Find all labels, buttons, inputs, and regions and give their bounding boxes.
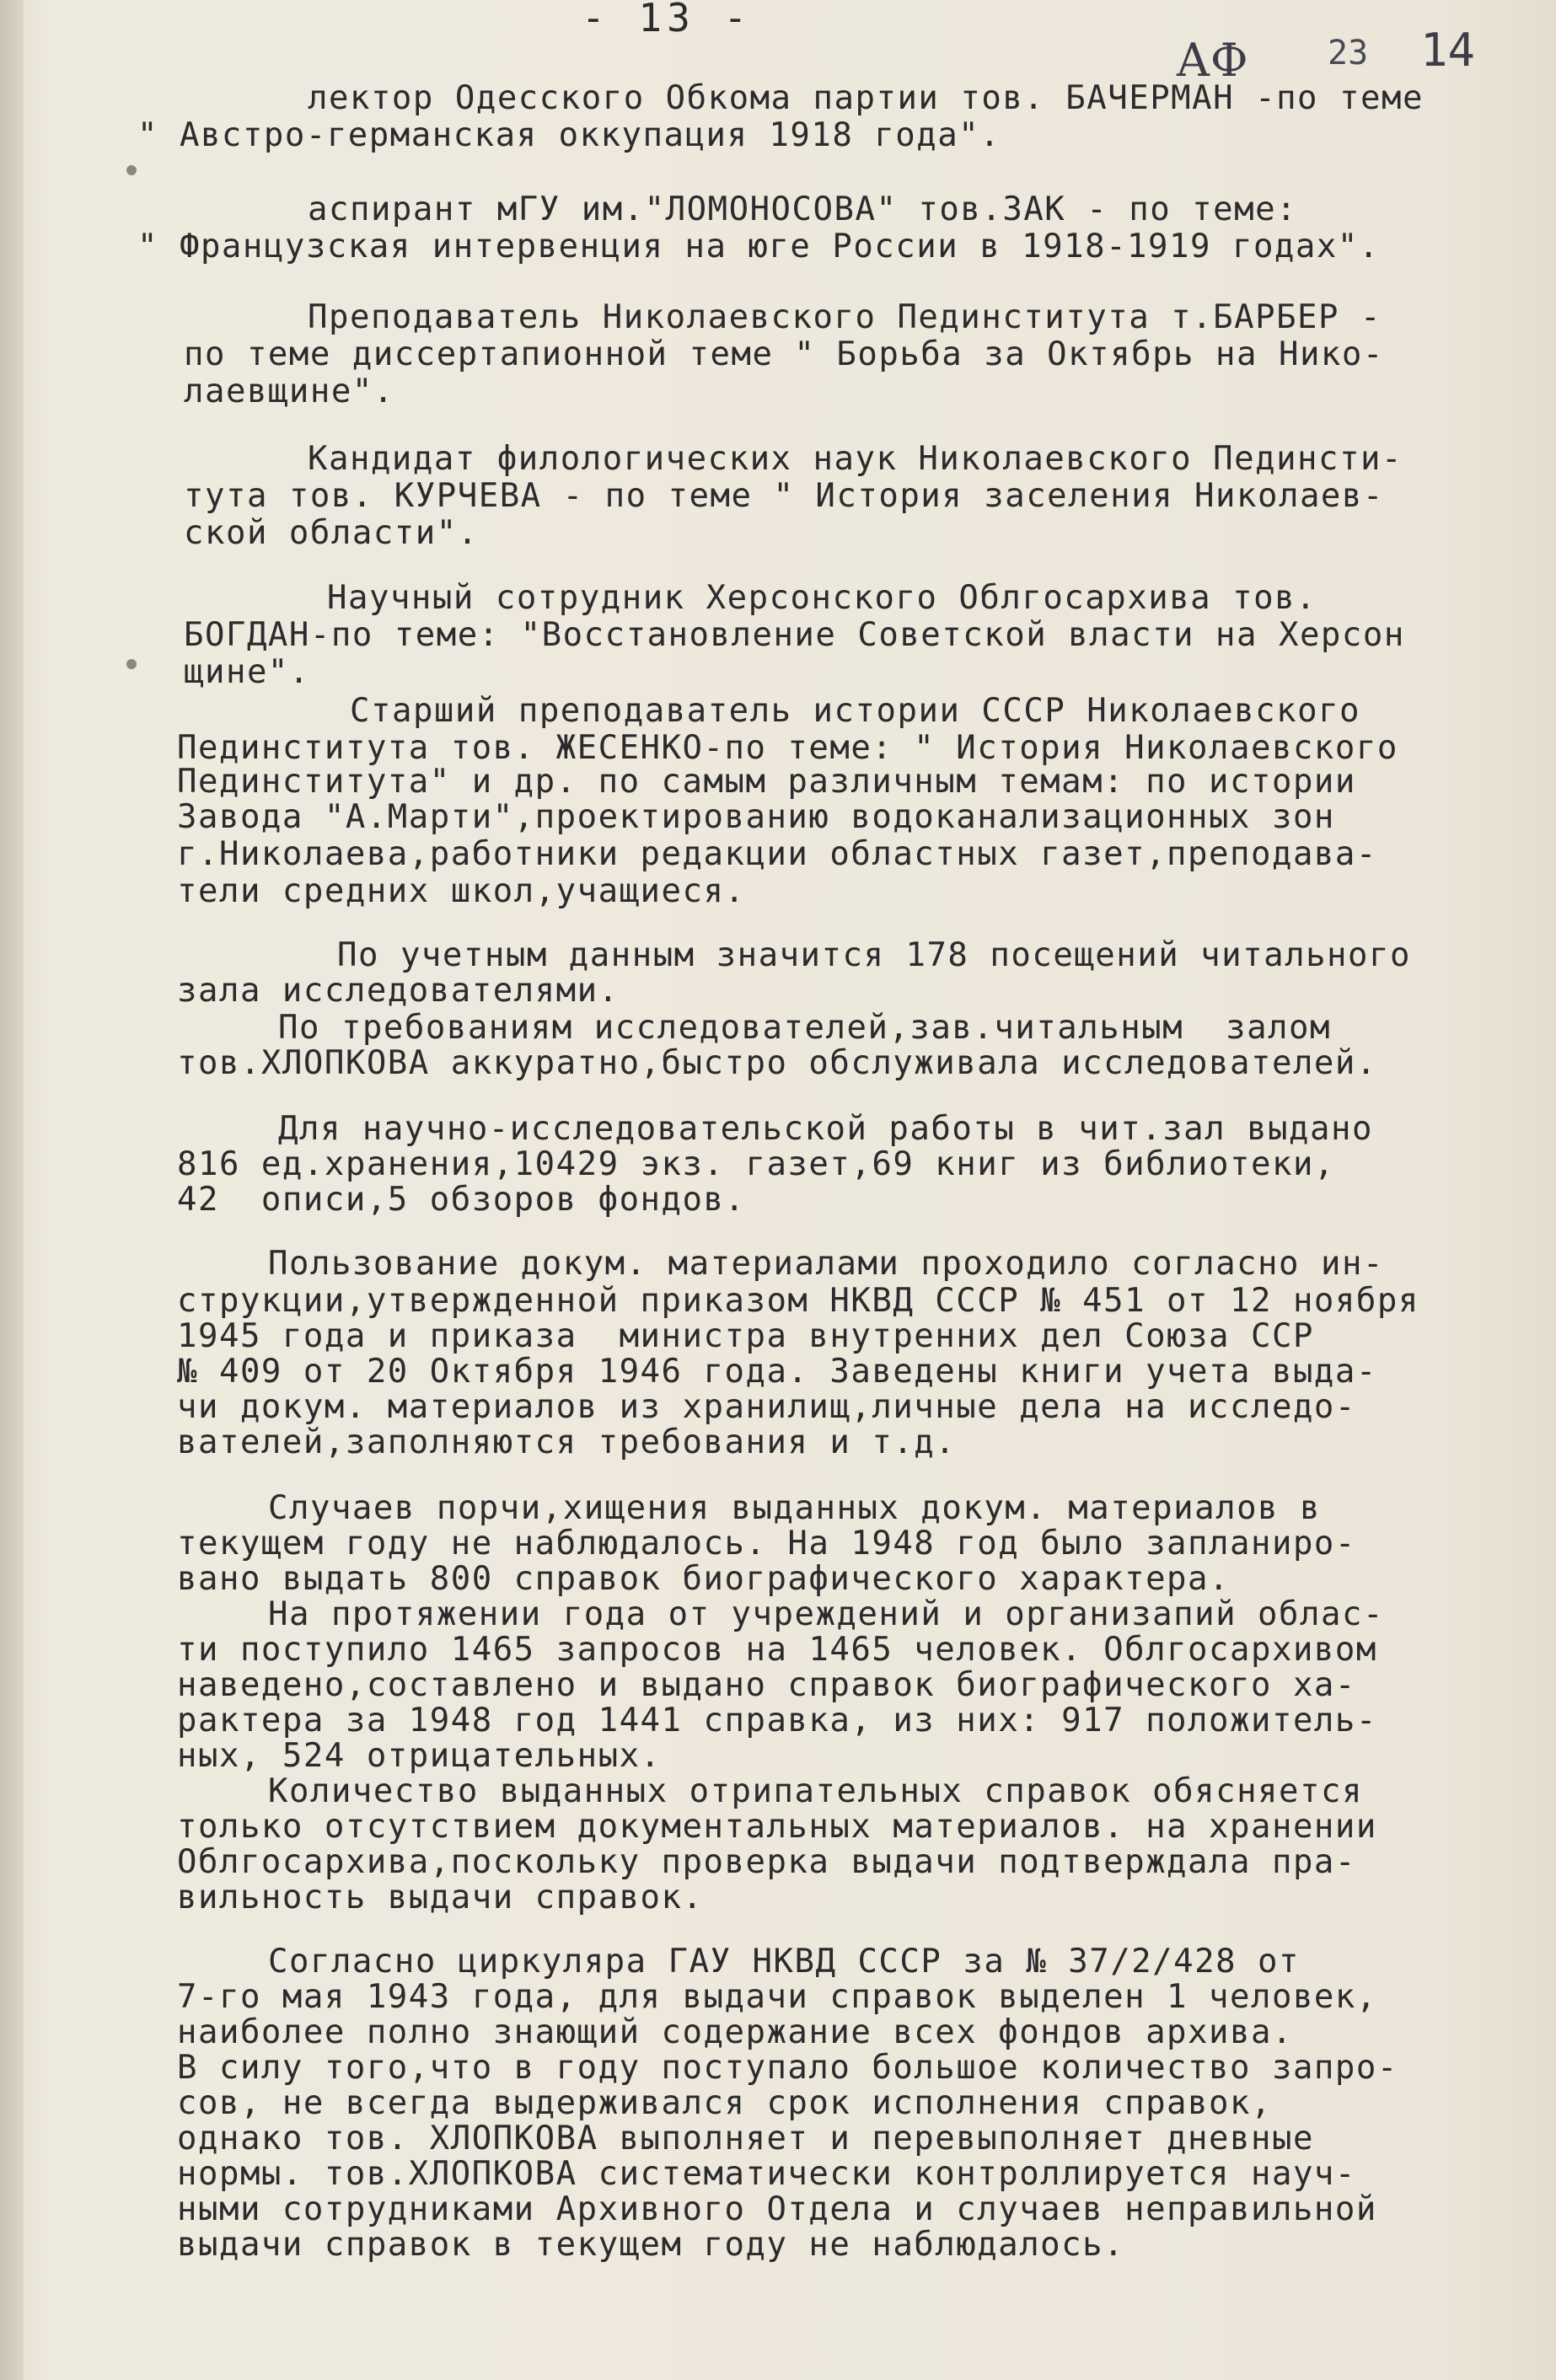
text-line: сов, не всегда выдерживался срок исполнения справок,	[177, 2084, 1272, 2122]
text-line: вателей,заполняются требования и т.д.	[177, 1423, 957, 1461]
text-line: Пединститута" и др. по самым различным темам: по истории	[177, 763, 1356, 801]
text-line: наиболее полно знающий содержание всех фондов архива.	[177, 2013, 1293, 2051]
text-line: щине".	[184, 653, 310, 691]
text-line: 7-го мая 1943 года, для выдачи справок выделен 1 человек,	[177, 1978, 1377, 2016]
text-line: 816 ед.хранения,10429 экз. газет,69 книг из библиотеки,	[177, 1145, 1335, 1183]
text-line: Случаев порчи,хищения выданных докум. материалов в	[268, 1489, 1321, 1527]
text-line: наведено,составлено и выдано справок биографического ха-	[177, 1666, 1356, 1704]
text-line: Старший преподаватель истории СССР Николаевского	[350, 692, 1361, 730]
archive-mark-number: 23	[1328, 34, 1369, 72]
text-line: зала исследователями.	[177, 972, 620, 1010]
text-line: выдачи справок в текущем году не наблюдалось.	[177, 2226, 1125, 2264]
text-line: тов.ХЛОПКОВА аккуратно,быстро обслуживала исследователей.	[177, 1044, 1377, 1082]
text-line: Научный сотрудник Херсонского Облгосархива тов.	[327, 579, 1317, 617]
text-line: однако тов. ХЛОПКОВА выполняет и перевыполняет дневные	[177, 2120, 1314, 2158]
text-line: аспирант мГУ им."ЛОМОНОСОВА" тов.ЗАК - по теме:	[308, 190, 1298, 228]
text-line: Количество выданных отрипательных справок обясняется	[268, 1772, 1363, 1810]
text-line: На протяжении года от учреждений и организапий облас-	[268, 1595, 1384, 1633]
text-line: 42 описи,5 обзоров фондов.	[177, 1181, 746, 1219]
text-line: нормы. тов.ХЛОПКОВА систематически контроллируется науч-	[177, 2155, 1356, 2193]
text-line: Облгосархива,поскольку проверка выдачи подтверждала пра-	[177, 1843, 1356, 1881]
text-line: № 409 от 20 Октября 1946 года. Заведены книги учета выда-	[177, 1353, 1377, 1391]
text-line: " Французская интервенция на юге России в 1918-1919 годах".	[137, 228, 1380, 265]
archive-sheet-number: 14	[1420, 24, 1476, 77]
text-line: текущем году не наблюдалось. На 1948 год было запланиро-	[177, 1525, 1356, 1563]
text-line: рактера за 1948 год 1441 справка, из них: 917 положитель-	[177, 1702, 1377, 1739]
text-line: " Австро-германская оккупация 1918 года".	[137, 116, 1001, 154]
page-number: - 13 -	[582, 0, 753, 40]
text-line: по теме диссертапионной теме " Борьба за Октябрь на Нико-	[184, 335, 1384, 373]
text-line: По учетным данным значится 178 посещений читального	[337, 936, 1411, 974]
text-line: Преподаватель Николаевского Пединститута т.БАРБЕР -	[308, 298, 1382, 336]
text-line: БОГДАН-по теме: "Восстановление Советской власти на Херсон	[184, 616, 1405, 654]
text-line: лаевщине".	[184, 373, 394, 410]
archive-mark-letters: АФ	[1176, 34, 1248, 87]
text-line: Пединститута тов. ЖЕСЕНКО-по теме: " История Николаевского	[177, 729, 1398, 767]
text-line: только отсутствием документальных материалов. на хранении	[177, 1808, 1377, 1846]
page-dot	[126, 165, 137, 175]
text-line: г.Николаева,работники редакции областных газет,преподава-	[177, 835, 1377, 873]
text-line: тута тов. КУРЧЕВА - по теме " История заселения Николаев-	[184, 477, 1384, 515]
text-line: ными сотрудниками Архивного Отдела и случаев неправильной	[177, 2190, 1377, 2228]
text-line: вано выдать 800 справок биографического характера.	[177, 1560, 1230, 1598]
text-line: ти поступило 1465 запросов на 1465 человек. Облгосархивом	[177, 1631, 1377, 1669]
text-line: Согласно циркуляра ГАУ НКВД СССР за № 37/2/428 от	[268, 1943, 1301, 1981]
text-line: Пользование докум. материалами проходило согласно ин-	[268, 1245, 1384, 1283]
text-line: В силу того,что в году поступало большое количество запро-	[177, 2049, 1398, 2087]
text-line: чи докум. материалов из хранилищ,личные дела на исследо-	[177, 1388, 1356, 1426]
page-dot	[126, 659, 137, 669]
text-line: вильность выдачи справок.	[177, 1879, 704, 1916]
text-line: 1945 года и приказа министра внутренних дел Союза ССР	[177, 1317, 1314, 1355]
text-line: Кандидат филологических наук Николаевского Пединсти-	[308, 440, 1403, 478]
binding-edge	[0, 0, 24, 2380]
text-line: ской области".	[184, 514, 479, 552]
text-line: тели средних школ,учащиеся.	[177, 872, 746, 910]
text-line: Завода "А.Марти",проектированию водоканализационных зон	[177, 798, 1335, 836]
text-line: лектор Одесского Обкома партии тов. БАЧЕРМАН -по теме	[308, 79, 1424, 117]
text-line: струкции,утвержденной приказом НКВД СССР № 451 от 12 ноября	[177, 1282, 1419, 1320]
text-line: ных, 524 отрицательных.	[177, 1737, 662, 1775]
text-line: Для научно-исследовательской работы в чит.зал выдано	[278, 1110, 1373, 1148]
text-line: По требованиям исследователей,зав.читальным залом	[278, 1009, 1331, 1047]
